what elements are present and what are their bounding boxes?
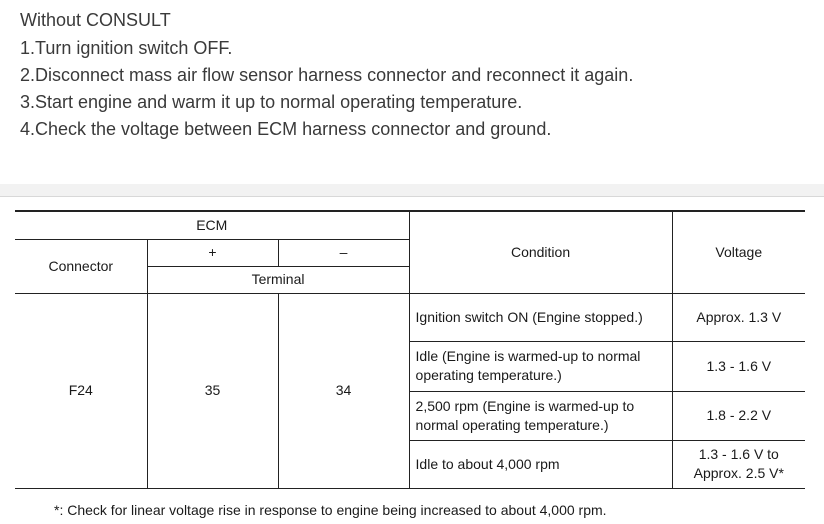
voltage-cell: Approx. 1.3 V (672, 293, 805, 341)
plus-terminal-header: + (147, 239, 278, 266)
voltage-cell: 1.8 - 2.2 V (672, 391, 805, 440)
condition-cell: 2,500 rpm (Engine is warmed-up to normal operating temperature.) (409, 391, 672, 440)
minus-terminal-cell: 34 (278, 293, 409, 488)
instructions-heading: Without CONSULT (20, 10, 171, 30)
connector-cell: F24 (15, 293, 147, 488)
voltage-cell: 1.3 - 1.6 V to Approx. 2.5 V* (672, 440, 805, 488)
condition-cell: Idle to about 4,000 rpm (409, 440, 672, 488)
instruction-step: 4.Check the voltage between ECM harness connector and ground. (20, 119, 552, 139)
instruction-step: 2.Disconnect mass air flow sensor harness connector and reconnect it again. (20, 65, 634, 85)
instruction-step: 1.Turn ignition switch OFF. (20, 38, 233, 58)
voltage-cell: 1.3 - 1.6 V (672, 341, 805, 391)
terminal-header: Terminal (147, 266, 409, 293)
table-footnote: *: Check for linear voltage rise in response to engine being increased to about 4,000 rpm. (54, 502, 607, 518)
voltage-spec-table (15, 210, 805, 489)
condition-cell: Idle (Engine is warmed-up to normal operating temperature.) (409, 341, 672, 391)
instructions-panel (0, 0, 824, 184)
minus-terminal-header: – (278, 239, 409, 266)
condition-cell: Ignition switch ON (Engine stopped.) (409, 293, 672, 341)
plus-terminal-cell: 35 (147, 293, 278, 488)
ecm-header: ECM (15, 211, 409, 239)
condition-header: Condition (409, 211, 672, 293)
instruction-step: 3.Start engine and warm it up to normal operating temperature. (20, 92, 523, 112)
connector-header: Connector (15, 239, 147, 293)
voltage-header: Voltage (672, 211, 805, 293)
